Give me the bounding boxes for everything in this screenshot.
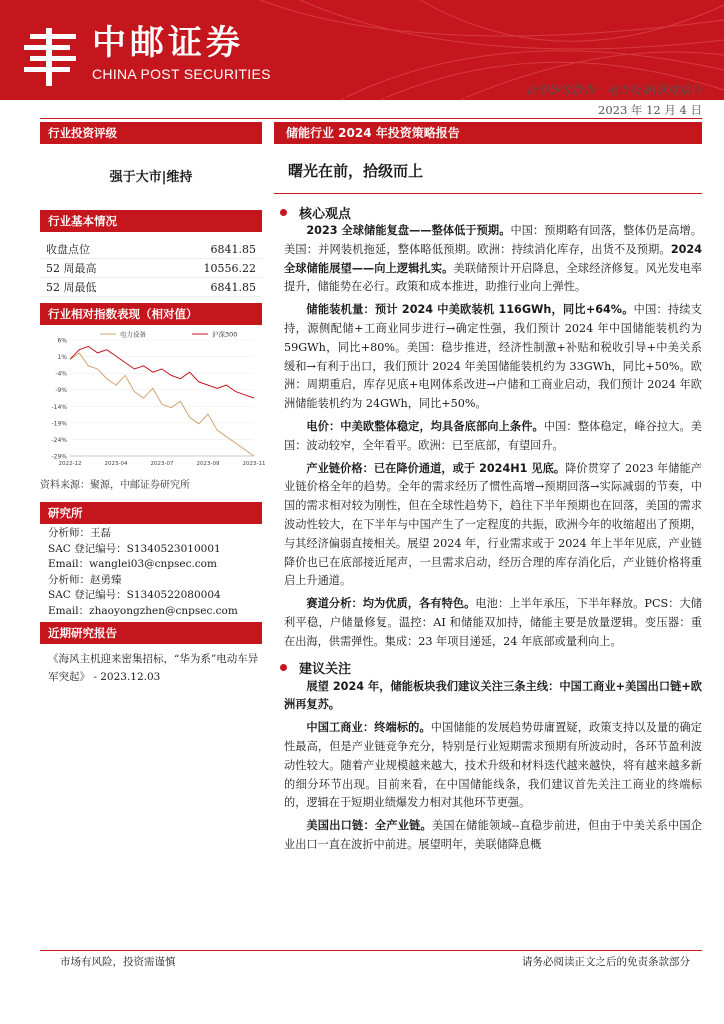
analyst-line: 分析师：王磊 (48, 527, 111, 539)
relative-performance-chart (40, 328, 266, 470)
x-tick-label: 2022-12 (58, 461, 82, 467)
suggest-section-heading (274, 658, 702, 678)
para-text: 降价贯穿了 2023 年储能产业链价格全年的趋势。全年的需求经历了惯性高增→预期回落→实际减弱的节奏，中国的需求相对较为刚性，但在全球性趋势下，趋往下半年预期也在回落，美国的需求波动性较大，在下半年与中国产生了一定程度的共振，欧洲今年的收缩超出了预期，与其经济偏弱直接相关。展望 2024 年，行业需求或于 2024 年上半年见底，产业链降价也已在底部接近尾声，一旦需求启动，经历合理的库存消化后，产业链价格将重启上升通道。 (284, 461, 702, 588)
series-line-0 (70, 353, 254, 456)
para-text: 中国：预期略有回落，整体仍是高增。美国：并网装机拖延，整体略低预期。欧洲：持续消化库存，出货不及预期。 (284, 224, 702, 256)
report-date: 2023 年 12 月 4 日 (598, 103, 702, 117)
paragraph (274, 719, 702, 813)
para-text: 美国在储能领域--直稳步前进，但由于中美关系中国企业出口一直在波折中前进。展望明年，美联储降息概 (284, 819, 702, 851)
para-lead: 电价：中美欧整体稳定，均具备底部向上条件。 (306, 419, 544, 433)
para-lead: 展望 2024 年，储能板块我们建议关注三条主线：中国工商业+美国出口链+欧洲再复苏。 (284, 679, 702, 712)
legend-label: 沪深300 (212, 330, 238, 339)
y-tick-label: 1% (57, 354, 67, 362)
analyst-line: SAC 登记编号：S1340523010001 (48, 542, 221, 555)
info-row (40, 278, 262, 297)
info-value: 6841.85 (210, 243, 256, 256)
para-lead: 美国出口链：全产业链。 (306, 819, 432, 833)
recent-title: 近期研究报告 (40, 622, 262, 644)
paragraph (274, 301, 702, 414)
y-tick-label: -29% (51, 453, 67, 461)
para-text: 中国：持续支持，源侧配储+工商业同步进行→确定性强，我们预计 2024 年中国储能装机约为 59GWh，同比+80%。美国：稳步推进，经济性制激+补贴和税收引导+中美关系缓和→有利于出口，我们预计 2024 年美国储能装机约为 33GWh，同比+50%。欧洲：周期重启，库存见底+电网体系改进→户储和工商业启动，我们预计 2024 年欧洲储能装机约为 24GWh，同比+50%。 (284, 303, 702, 411)
y-tick-label: -19% (51, 420, 67, 428)
y-tick-label: -4% (55, 370, 67, 378)
headline: 曙光在前，拾级而上 (288, 162, 424, 180)
info-label: 收盘点位 (46, 243, 90, 256)
performance-title: 行业相对指数表现（相对值） (40, 303, 262, 325)
report-type: 证券研究报告：电力设备|深度报告 (525, 83, 702, 97)
research-title: 研究所 (40, 502, 262, 524)
rating-title: 行业投资评级 (40, 122, 262, 144)
para-text: 美联储预计开启降息，全球经济修复。风光发电率提升，储能势在必行。政策和成本推进，助推行业向上弹性。 (284, 261, 702, 294)
info-value: 10556.22 (203, 262, 256, 275)
para-lead: 储能装机量：预计 2024 中美欧装机 116GWh，同比+64%。 (306, 303, 634, 317)
bullet-icon (280, 209, 287, 216)
series-line-1 (70, 346, 254, 398)
company-name-cn: 中邮证券 (92, 23, 244, 63)
company-name-en: CHINA POST SECURITIES (92, 66, 271, 82)
china-post-logo-icon (20, 28, 82, 86)
x-tick-label: 2023-04 (104, 461, 128, 467)
para-lead: 赛道分析：均为优质，各有特色。 (306, 597, 476, 611)
y-tick-label: -24% (51, 436, 67, 444)
left-column (40, 122, 262, 325)
analyst-line: 分析师：赵勇臻 (48, 573, 122, 586)
y-tick-label: -9% (55, 387, 67, 395)
para-text: 中国：整体稳定，峰谷拉大。美国：波动较窄，全年看平。欧洲：已至底部，有望回升。 (284, 419, 702, 452)
para-text: 电池：上半年承压，下半年释放。PCS：大储利平稳，户储量修复。温控：AI 和储能双加持，储能主要是放量逻辑。变压器：重在出海，供需弹性。集成：23 年项目递延，24 年底部或量利向上。 (284, 597, 702, 648)
para-lead: 中国工商业：终端标的。 (306, 721, 431, 735)
core-section-heading (274, 202, 702, 222)
research-section (40, 502, 262, 524)
info-row (40, 240, 262, 259)
report-title: 储能行业 2024 年投资策略报告 (274, 122, 702, 144)
paragraph (274, 460, 702, 592)
chart-source: 资料来源：聚源，中邮证券研究所 (40, 480, 190, 491)
paragraph (274, 222, 702, 297)
basic-info-title: 行业基本情况 (40, 210, 262, 232)
y-tick-label: -14% (51, 403, 67, 411)
footer-risk-note: 市场有风险，投资需谨慎 (60, 956, 176, 968)
suggest-title: 建议关注 (299, 662, 352, 678)
analyst-email-link[interactable]: Email：zhaoyongzhen@cnpsec.com (48, 604, 238, 617)
core-title: 核心观点 (299, 206, 352, 222)
analyst-line: SAC 登记编号：S1340522080004 (48, 589, 221, 601)
legend-label: 电力设备 (120, 330, 146, 339)
x-tick-label: 2023-09 (196, 461, 220, 467)
main-column (274, 122, 702, 855)
x-tick-label: 2023-07 (150, 461, 174, 467)
industry-rating: 强于大市|维持 (109, 170, 193, 185)
recent-report-link[interactable]: 《海风主机迎来密集招标，“华为系”电动车异军突起》 - 2023.12.03 (48, 653, 259, 683)
footer-rule (40, 950, 702, 951)
x-tick-label: 2023-11 (242, 461, 266, 467)
bullet-icon (280, 664, 287, 671)
line-chart-svg (40, 328, 266, 470)
analyst-email-link[interactable]: Email：wanglei03@cnpsec.com (48, 558, 217, 570)
paragraph (274, 678, 702, 716)
paragraph (274, 817, 702, 855)
analyst-info (40, 526, 262, 619)
para-lead: 2023 全球储能复盘——整体低于预期。 (306, 224, 511, 237)
paragraph (274, 418, 702, 456)
info-row (40, 259, 262, 278)
date-rule (40, 118, 702, 119)
info-label: 52 周最高 (46, 262, 97, 275)
recent-section (40, 622, 262, 644)
info-label: 52 周最低 (46, 281, 97, 294)
info-value: 6841.85 (210, 281, 256, 294)
para-lead: 产业链价格：已在降价通道，或于 2024H1 见底。 (306, 461, 566, 475)
para-lead: 2024 全球储能展望——向上逻辑扎实。 (284, 242, 702, 275)
footer-disclaimer-link[interactable]: 请务必阅读正文之后的免责条款部分 (522, 956, 690, 968)
paragraph (274, 595, 702, 651)
para-text: 中国储能的发展趋势毋庸置疑，政策支持以及量的确定性最高，但是产业链竞争充分，特别是行业短期需求预期有所波动时，各环节盈利波动性较大。随着产业规模越来越大，技术升级和材料迭代越来越快，将有越来越多新的细分环节出现。目前来看，在中国储能线条，我们建议首先关注工商业的终端标的，逻辑在于短期业绩爆发力相对其他环节更强。 (284, 721, 702, 810)
basic-info-table (40, 240, 262, 297)
y-tick-label: 6% (57, 337, 67, 345)
